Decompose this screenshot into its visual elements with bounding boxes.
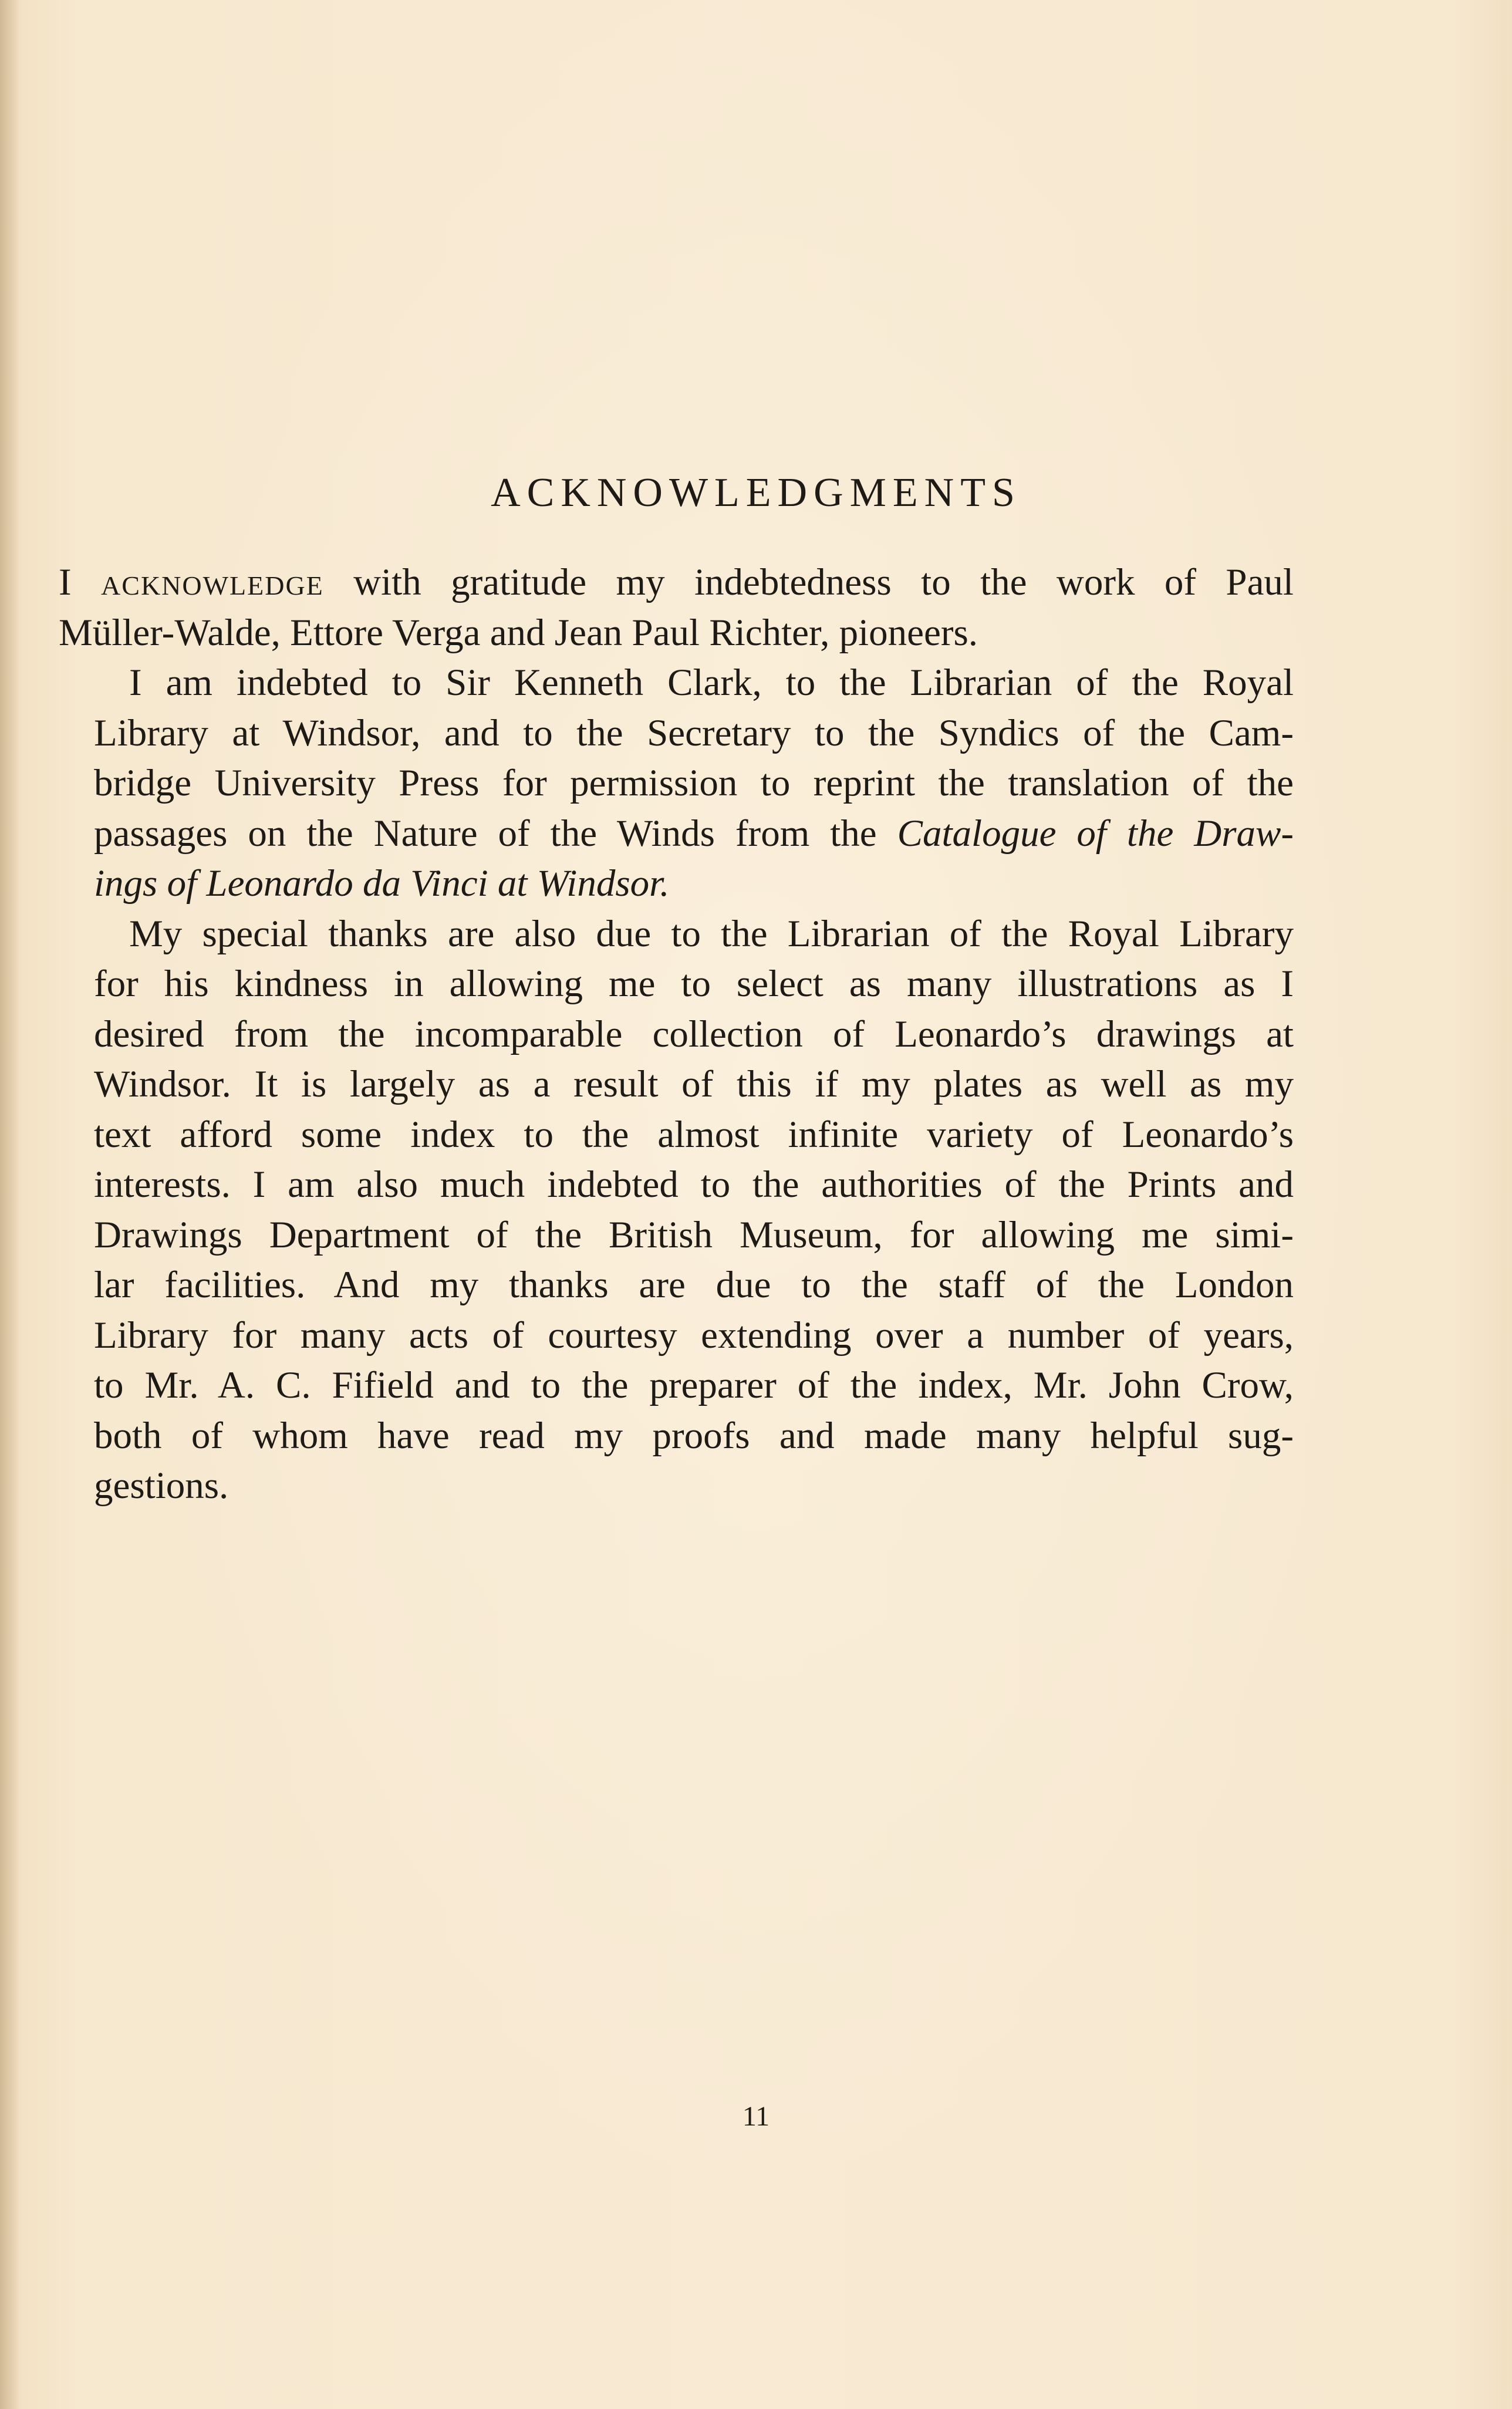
text-span: passages on the Nature of the Winds from the	[94, 812, 897, 855]
text-span: with gratitude my indebtedness to the work of Paul	[323, 561, 1294, 603]
text-line: interests. I am also much indebted to the authorities of the Prints and	[94, 1163, 1294, 1206]
text-line	[59, 558, 1294, 608]
text-line: both of whom have read my proofs and made many helpful sug-	[94, 1414, 1294, 1457]
small-caps-text: acknowledge	[101, 561, 324, 603]
page-gutter-shadow	[0, 0, 20, 2409]
text-line: Drawings Department of the British Museum, for allowing me simi-	[94, 1213, 1294, 1256]
text-span: I	[59, 561, 102, 603]
text-line: lar facilities. And my thanks are due to the staff of the London	[94, 1264, 1294, 1306]
text-line: to Mr. A. C. Fifield and to the preparer of the index, Mr. John Crow,	[94, 1364, 1294, 1406]
text-line: My special thanks are also due to the Librarian of the Royal Library	[129, 912, 1294, 955]
text-line: Windsor. It is largely as a result of this if my plates as well as my	[94, 1063, 1294, 1105]
italic-title: Catalogue of the Draw-	[897, 812, 1294, 855]
text-line: gestions.	[94, 1465, 229, 1507]
text-line: Müller-Walde, Ettore Verga and Jean Paul Richter, pioneers.	[59, 611, 978, 654]
text-line: Library for many acts of courtesy extending over a number of years,	[94, 1314, 1294, 1357]
text-line: I am indebted to Sir Kenneth Clark, to the Librarian of the Royal	[129, 662, 1294, 704]
text-line: for his kindness in allowing me to select as many illustrations as I	[94, 963, 1294, 1005]
italic-title: ings of Leonardo da Vinci at Windsor.	[94, 862, 670, 905]
acknowledgments-body	[59, 558, 1294, 1511]
text-line	[59, 809, 1294, 859]
text-line: bridge University Press for permission to reprint the translation of the	[94, 762, 1294, 804]
page-title: ACKNOWLEDGMENTS	[491, 470, 1021, 515]
text-line	[59, 859, 1294, 909]
text-line: Library at Windsor, and to the Secretary to the Syndics of the Cam-	[94, 711, 1294, 754]
paragraph-1	[59, 558, 1294, 658]
text-line: desired from the incomparable collection of Leonardo’s drawings at	[94, 1013, 1294, 1055]
page-number: 11	[742, 2101, 770, 2132]
text-line: text afford some index to the almost infinite variety of Leonardo’s	[94, 1113, 1294, 1156]
paragraph-3	[59, 909, 1294, 1511]
paragraph-2	[59, 658, 1294, 909]
